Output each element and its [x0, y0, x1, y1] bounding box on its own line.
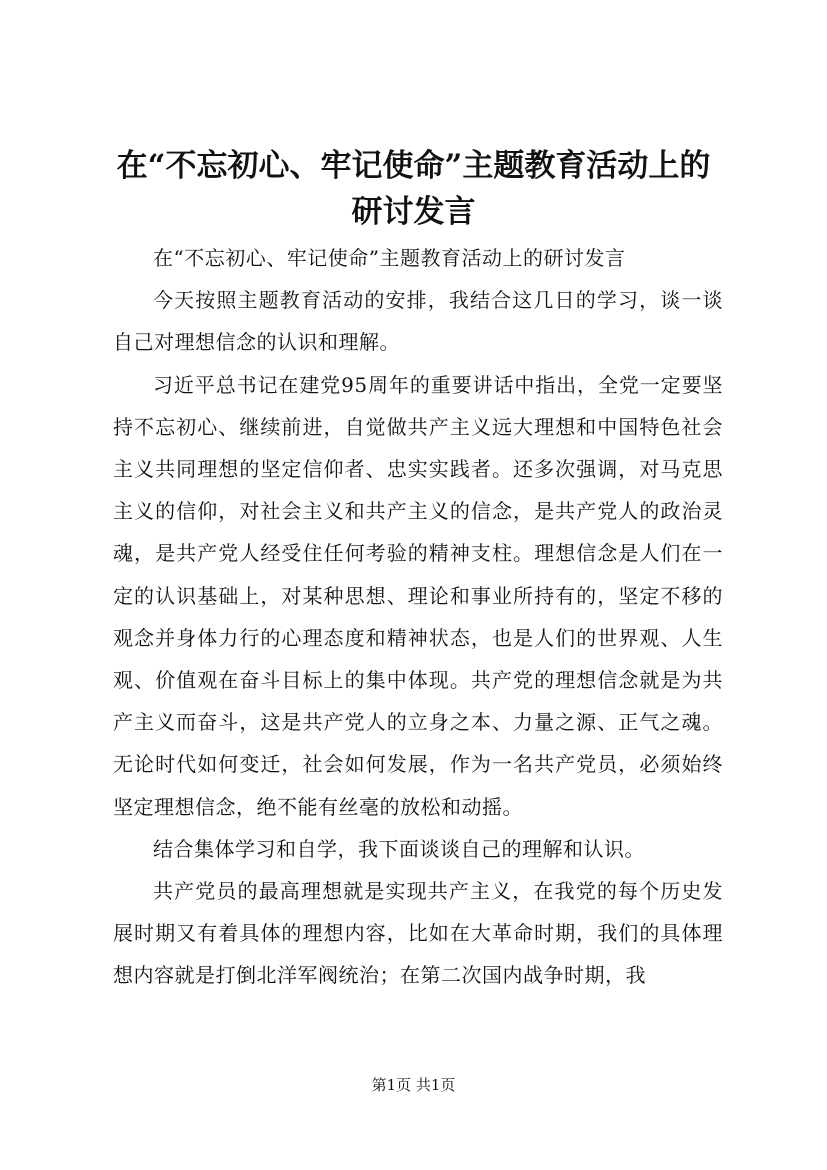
- paragraph-transition: 结合集体学习和自学，我下面谈谈自己的理解和认识。: [153, 836, 645, 861]
- paragraph-main: 习近平总书记在建党95周年的重要讲话中指出，全党一定要坚持不忘初心、继续前进，自觉做共产主义远大理想和中国特色社会主义共同理想的坚定信仰者、忠实实践者。还多次强调，对马克思主义的信仰，对社会主义和共产主义的信念，是共产党人的政治灵魂，是共产党人经受住任何考验的精神支柱。理想信念是人们在一定的认识基础上，对某种思想、理论和事业所持有的，坚定不移的观念并身体力行的心理态度和精神状态，也是人们的世界观、人生观、价值观在奋斗目标上的集中体现。共产党的理想信念就是为共产主义而奋斗，这是共产党人的立身之本、力量之源、正气之魂。无论时代如何变迁，社会如何发展，作为一名共产党员，必须始终坚定理想信念，绝不能有丝毫的放松和动摇。: [113, 372, 723, 819]
- document-body: [113, 237, 723, 997]
- document-title-line-2: 研讨发言: [351, 194, 476, 230]
- page-footer: 第1页 共1页: [371, 1076, 456, 1094]
- paragraph-subtitle: 在“不忘初心、牢记使命”主题教育活动上的研讨发言: [153, 246, 626, 270]
- paragraph-ideals: 共产党员的最高理想就是实现共产主义，在我党的每个历史发展时期又有着具体的理想内容，比如在大革命时期，我们的具体理想内容就是打倒北洋军阀统治；在第二次国内战争时期，我: [113, 879, 723, 988]
- document-title-line-1: 在“不忘初心、牢记使命”主题教育活动上的: [116, 148, 711, 184]
- paragraph-intro: 今天按照主题教育活动的安排，我结合这几日的学习，谈一谈自己对理想信念的认识和理解。: [113, 288, 723, 355]
